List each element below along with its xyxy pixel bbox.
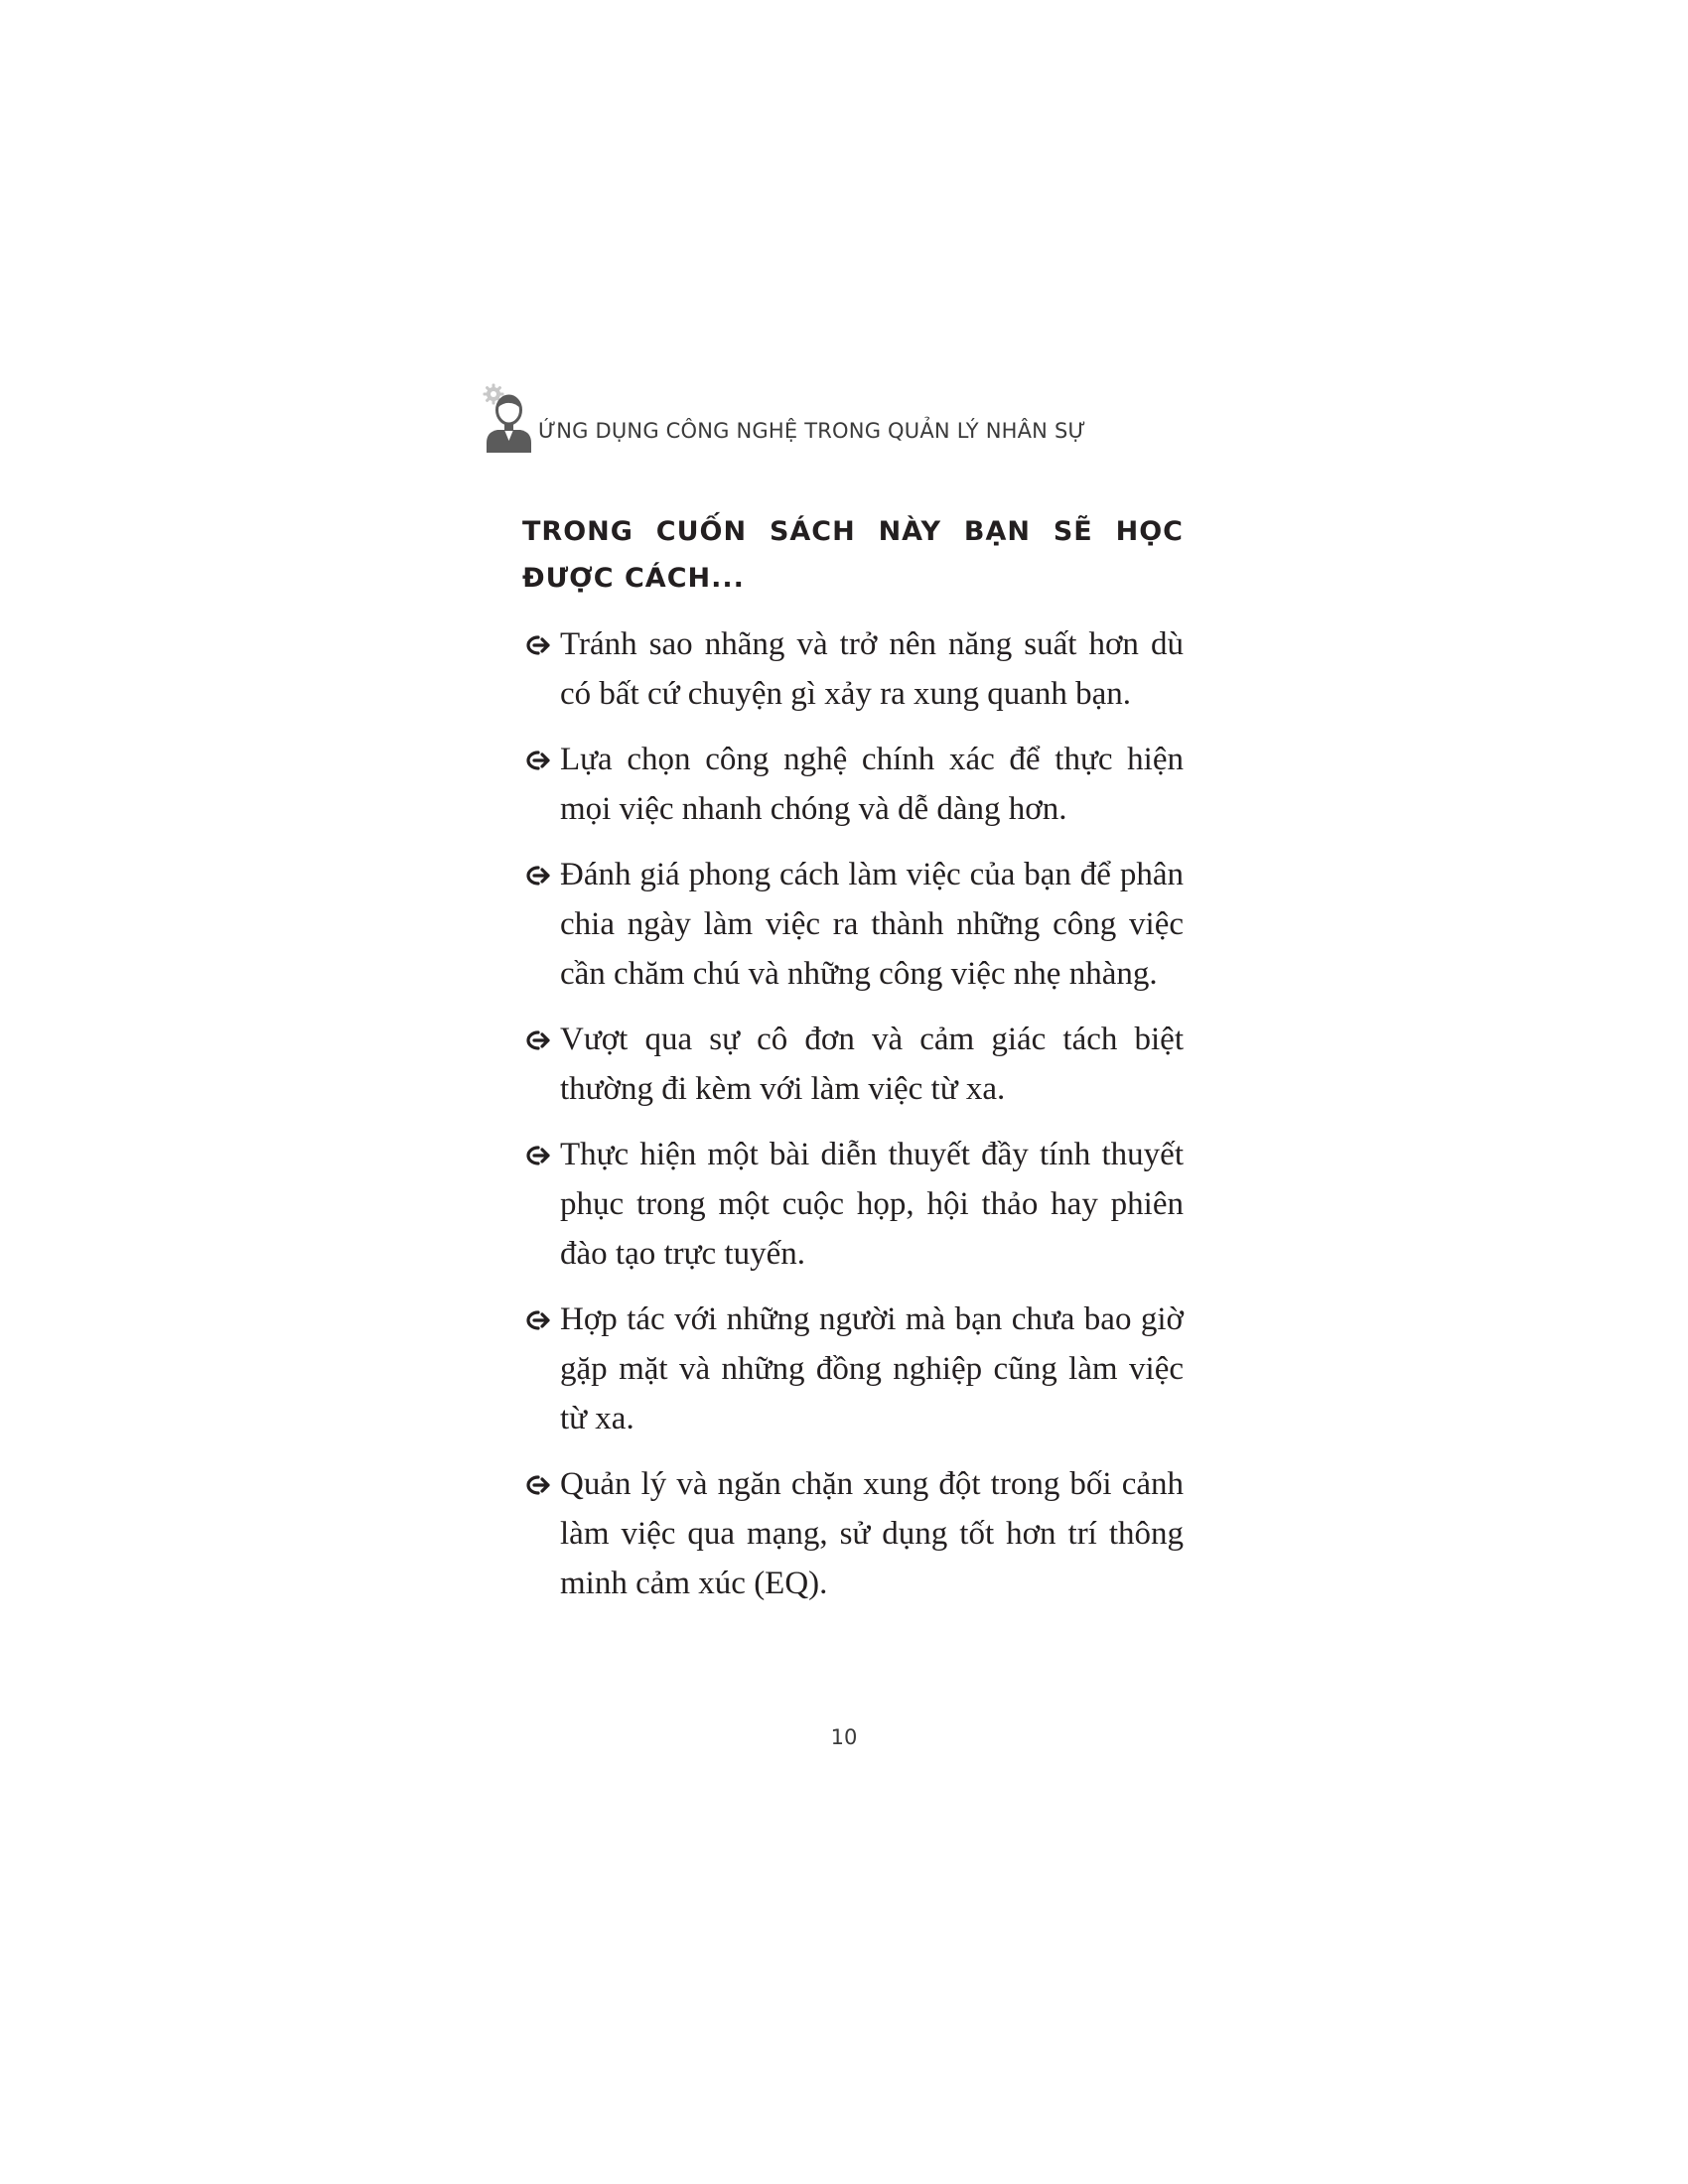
main-content: [522, 508, 1184, 1624]
arrow-right-bullet-icon: [522, 633, 550, 657]
list-item-text: Quản lý và ngăn chặn xung đột trong bối cảnh làm việc qua mạng, sử dụng tốt hơn trí thông minh cảm xúc (EQ).: [560, 1466, 1184, 1601]
list-item-text: Đánh giá phong cách làm việc của bạn để phân chia ngày làm việc ra thành những công việc cần chăm chú và những công việc nhẹ nhàng.: [560, 857, 1184, 992]
arrow-right-bullet-icon: [522, 1473, 550, 1497]
list-item: [522, 1295, 1184, 1443]
list-item-text: Thực hiện một bài diễn thuyết đầy tính thuyết phục trong một cuộc họp, hội thảo hay phiên đào tạo trực tuyến.: [560, 1137, 1184, 1272]
list-item: [522, 1459, 1184, 1608]
running-header: [483, 383, 1237, 453]
list-item: [522, 735, 1184, 834]
arrow-right-bullet-icon: [522, 864, 550, 887]
arrow-right-bullet-icon: [522, 1028, 550, 1052]
list-item: [522, 619, 1184, 719]
page-number: 10: [830, 1725, 858, 1749]
arrow-right-bullet-icon: [522, 1144, 550, 1167]
list-item-text: Hợp tác với những người mà bạn chưa bao giờ gặp mặt và những đồng nghiệp cũng làm việc từ xa.: [560, 1301, 1184, 1436]
list-item: [522, 1015, 1184, 1114]
list-item-text: Lựa chọn công nghệ chính xác để thực hiện mọi việc nhanh chóng và dễ dàng hơn.: [560, 742, 1184, 827]
bullet-list: [522, 619, 1184, 1608]
list-item: [522, 850, 1184, 999]
person-with-gear-icon: [483, 383, 536, 453]
section-heading: TRONG CUỐN SÁCH NÀY BẠN SẼ HỌC ĐƯỢC CÁCH...: [522, 516, 1184, 594]
arrow-right-bullet-icon: [522, 1308, 550, 1332]
list-item-text: Tránh sao nhãng và trở nên năng suất hơn dù có bất cứ chuyện gì xảy ra xung quanh bạn.: [560, 626, 1184, 712]
running-header-title: ỨNG DỤNG CÔNG NGHỆ TRONG QUẢN LÝ NHÂN SỰ: [538, 419, 1086, 443]
arrow-right-bullet-icon: [522, 749, 550, 772]
list-item-text: Vượt qua sự cô đơn và cảm giác tách biệt thường đi kèm với làm việc từ xa.: [560, 1022, 1184, 1107]
list-item: [522, 1130, 1184, 1279]
